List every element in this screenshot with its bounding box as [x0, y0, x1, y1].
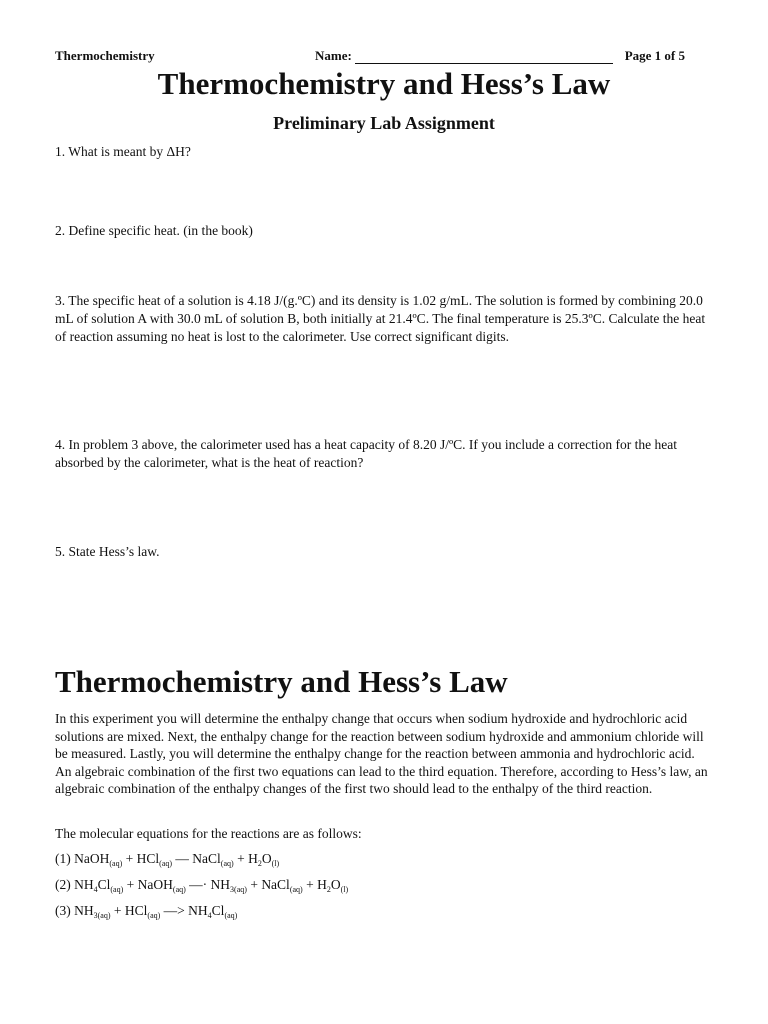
intro-paragraph: In this experiment you will determine the enthalpy change that occurs when sodium hydroxide and hydrochloric acid solutions are mixed. Next, the enthalpy change for the reaction between sodium hydroxide and ammonium chloride will be measured. Lastly, you will determine the enthalpy change for the reaction between ammonia and hydrochloric acid. An algebraic combination of the first two equations can lead to the third equation. Therefore, according to Hess’s law, an algebraic combination of the enthalpy changes of the first two should lead to the enthalpy of the third reaction.: [55, 711, 708, 797]
name-field: [315, 48, 613, 64]
page-number: Page 1 of 5: [624, 48, 685, 63]
section-title: Thermochemistry and Hess’s Law: [55, 664, 508, 699]
question-5: 5. State Hess’s law.: [55, 544, 160, 559]
name-label: Name:: [315, 48, 352, 63]
equation-3: (3) $NH_{3(aq)} + HCl_{(aq)}$ —> $NH_4Cl_{(aq)}$: [55, 903, 238, 920]
page-header: [55, 48, 687, 66]
name-blank-line: [355, 51, 613, 64]
question-1: 1. What is meant by ΔH?: [55, 144, 191, 159]
question-3: 3. The specific heat of a solution is 4.18 J/(g.ºC) and its density is 1.02 g/mL. The solution is formed by combining 20.0 mL of solution A with 30.0 mL of solution B, both initially at 21.4ºC. The final temperature is 25.3ºC. Calculate the heat of reaction assuming no heat is lost to the calorimeter. Use correct significant digits.: [55, 293, 706, 344]
page-title: Thermochemistry and Hess’s Law: [157, 66, 611, 101]
question-2: 2. Define specific heat. (in the book): [55, 223, 253, 238]
equation-2: (2) $NH_4Cl_{(aq)}$ + NaOH$_{(aq)}$ —· $NH_{3(aq)}$ + NaCl$_{(aq)}$ + $H_2O_{(l)}$: [55, 877, 349, 894]
header-course: Thermochemistry: [55, 48, 155, 63]
question-4: 4. In problem 3 above, the calorimeter used has a heat capacity of 8.20 J/ºC. If you include a correction for the heat absorbed by the calorimeter, what is the heat of reaction?: [55, 437, 677, 470]
equation-1: (1) NaOH$_{(aq)}$ + HCl$_{(aq)}$ — NaCl$_{(aq)}$ + $H_2O_{(l)}$: [55, 851, 280, 868]
equations-intro: The molecular equations for the reactions are as follows:: [55, 826, 362, 841]
page-subtitle: Preliminary Lab Assignment: [273, 113, 495, 133]
